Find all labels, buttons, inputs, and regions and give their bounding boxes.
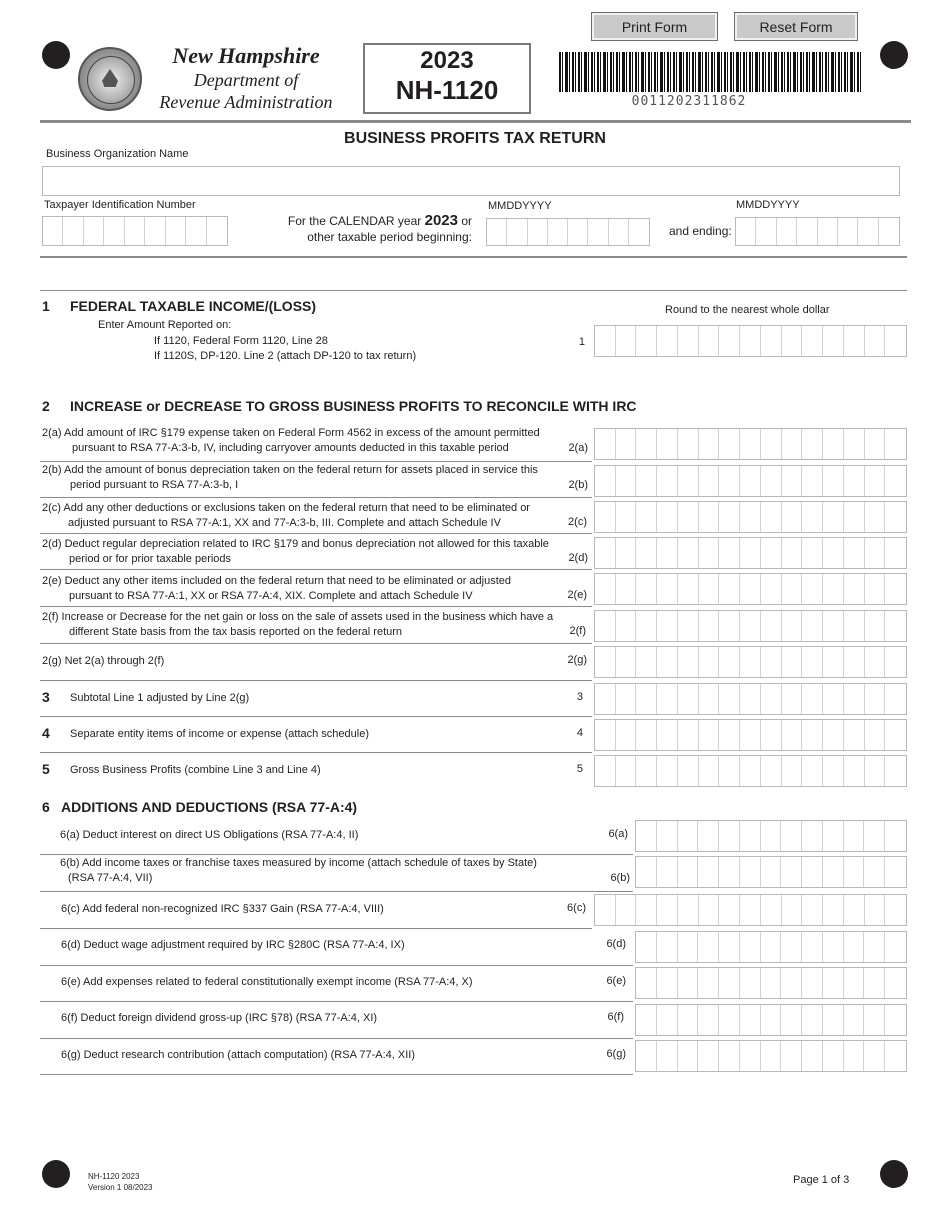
line-2f-amount-input[interactable] — [594, 610, 907, 642]
org-name-line2: Department of — [193, 70, 299, 90]
line-2f-text — [42, 610, 592, 640]
period-begin-input[interactable] — [486, 218, 650, 246]
line-5-amount-input[interactable] — [594, 755, 907, 787]
line-4-amount-input[interactable] — [594, 719, 907, 751]
divider — [40, 752, 592, 753]
registration-mark — [880, 1160, 908, 1188]
line-3-ref: 3 — [576, 691, 583, 703]
line-2b-text-1: 2(b) Add the amount of bonus depreciation taken on the federal return for assets placed in service this — [42, 464, 538, 476]
line-1-ref: 1 — [578, 336, 585, 348]
period-text-a: For the CALENDAR year — [287, 214, 422, 228]
line-5-number: 5 — [42, 761, 50, 777]
date-format-begin: MMDDYYYY — [488, 200, 552, 212]
section-1-number: 1 — [42, 298, 50, 314]
line-6a-amount-input[interactable] — [635, 820, 907, 852]
period-text-b: or — [461, 214, 472, 228]
line-6f-text: 6(f) Deduct foreign dividend gross-up (IRC §78) (RSA 77-A:4, XI) — [61, 1012, 378, 1024]
line-5-ref: 5 — [576, 763, 583, 775]
divider — [40, 928, 592, 929]
divider — [40, 854, 633, 855]
section-2-number: 2 — [42, 398, 50, 414]
line-2b-ref: 2(b) — [568, 479, 588, 491]
line-2b-text-2: period pursuant to RSA 77-A:3-b, I — [70, 479, 239, 491]
line-2c-ref: 2(c) — [568, 516, 587, 528]
line-2c-text-1: 2(c) Add any other deductions or exclusions taken on the federal return that need to be eliminated or — [42, 502, 530, 514]
org-name-label: Business Organization Name — [46, 148, 189, 160]
divider — [40, 891, 633, 892]
section-1-enter: Enter Amount Reported on: — [98, 319, 232, 331]
ending-label: and ending: — [669, 224, 732, 238]
line-6b-text-1: 6(b) Add income taxes or franchise taxes measured by income (attach schedule of taxes by State) — [60, 857, 537, 869]
line-6f-amount-input[interactable] — [635, 1004, 907, 1036]
line-6a-ref: 6(a) — [608, 828, 628, 840]
line-6e-text: 6(e) Add expenses related to federal constitutionally exempt income (RSA 77-A:4, X) — [61, 976, 473, 988]
line-2c-text — [42, 501, 592, 531]
line-6c-ref: 6(c) — [567, 902, 586, 914]
line-4-ref: 4 — [576, 727, 583, 739]
divider — [40, 643, 592, 644]
section-1-title: FEDERAL TAXABLE INCOME/(LOSS) — [70, 298, 317, 314]
header-divider — [40, 120, 911, 123]
divider — [40, 1074, 633, 1075]
line-2d-text-1: 2(d) Deduct regular depreciation related to IRC §179 and bonus depreciation not allowed for this taxable — [42, 538, 549, 550]
line-2b-amount-input[interactable] — [594, 465, 907, 497]
section-2-title: INCREASE or DECREASE TO GROSS BUSINESS PROFITS TO RECONCILE WITH IRC — [70, 398, 637, 414]
line-6e-ref: 6(e) — [606, 975, 626, 987]
line-6c-amount-input[interactable] — [594, 894, 907, 926]
divider — [40, 680, 592, 681]
divider — [40, 965, 633, 966]
barcode-number: 0011202311862 — [631, 94, 747, 109]
line-6b-text-2: (RSA 77-A:4, VII) — [68, 872, 153, 884]
divider — [40, 533, 592, 534]
line-2a-text — [42, 426, 592, 456]
round-note: Round to the nearest whole dollar — [665, 304, 830, 316]
line-6d-ref: 6(d) — [606, 938, 626, 950]
page-number: Page 1 of 3 — [793, 1174, 850, 1186]
period-end-input[interactable] — [735, 217, 900, 246]
line-6g-amount-input[interactable] — [635, 1040, 907, 1072]
divider — [40, 1038, 633, 1039]
section-1-if1120s: If 1120S, DP-120. Line 2 (attach DP-120 to tax return) — [154, 350, 417, 362]
line-5-text: Gross Business Profits (combine Line 3 and Line 4) — [70, 764, 321, 776]
reset-form-button[interactable]: Reset Form — [734, 12, 858, 41]
line-2d-text — [42, 537, 592, 567]
tin-input[interactable] — [42, 216, 228, 246]
line-2e-text-2: pursuant to RSA 77-A:1, XX or RSA 77-A:4, XIX. Complete and attach Schedule IV — [69, 590, 473, 602]
line-1-amount-input[interactable] — [594, 325, 907, 357]
line-2g-amount-input[interactable] — [594, 646, 907, 678]
divider — [40, 461, 592, 462]
divider — [40, 606, 592, 607]
line-2e-text — [42, 574, 592, 604]
line-6d-amount-input[interactable] — [635, 931, 907, 963]
footer-version: Version 1 08/2023 — [88, 1183, 153, 1192]
print-form-button[interactable]: Print Form — [591, 12, 718, 41]
org-name-line3: Revenue Administration — [159, 92, 333, 112]
line-3-number: 3 — [42, 689, 50, 705]
line-6g-text: 6(g) Deduct research contribution (attach computation) (RSA 77-A:4, XII) — [61, 1049, 415, 1061]
page-title: BUSINESS PROFITS TAX RETURN — [344, 130, 606, 147]
form-year: 2023 — [420, 47, 474, 74]
divider — [40, 497, 592, 498]
line-2e-amount-input[interactable] — [594, 573, 907, 605]
line-6e-amount-input[interactable] — [635, 967, 907, 999]
line-6g-ref: 6(g) — [606, 1048, 626, 1060]
line-2c-amount-input[interactable] — [594, 501, 907, 533]
line-2g-text: 2(g) Net 2(a) through 2(f) — [42, 655, 165, 667]
section-6-number: 6 — [42, 799, 50, 815]
form-number: NH-1120 — [395, 75, 499, 105]
line-6f-ref: 6(f) — [607, 1011, 624, 1023]
line-6b-text — [60, 856, 620, 886]
divider — [40, 569, 592, 570]
form-id-box — [363, 43, 531, 114]
line-6b-ref: 6(b) — [610, 872, 630, 884]
line-2d-ref: 2(d) — [568, 552, 588, 564]
line-2a-text-1: 2(a) Add amount of IRC §179 expense taken on Federal Form 4562 in excess of the amount permitted — [42, 427, 540, 439]
line-2a-amount-input[interactable] — [594, 428, 907, 460]
divider — [40, 290, 907, 291]
line-2a-ref: 2(a) — [568, 442, 588, 454]
registration-mark — [42, 41, 70, 69]
section-1-if1120: If 1120, Federal Form 1120, Line 28 — [154, 335, 328, 347]
date-format-end: MMDDYYYY — [736, 199, 800, 211]
state-seal-logo — [78, 47, 142, 111]
registration-mark — [880, 41, 908, 69]
line-6d-text: 6(d) Deduct wage adjustment required by IRC §280C (RSA 77-A:4, IX) — [61, 939, 405, 951]
line-2f-text-1: 2(f) Increase or Decrease for the net gain or loss on the sale of assets used in the business which have a — [42, 611, 554, 623]
line-2b-text — [42, 463, 592, 493]
line-2f-text-2: different State basis from the tax basis reported on the federal return — [69, 626, 403, 638]
divider — [40, 256, 907, 258]
divider — [40, 716, 592, 717]
tin-label: Taxpayer Identification Number — [44, 199, 196, 211]
line-2c-text-2: adjusted pursuant to RSA 77-A:1, XX and 77-A:3-b, III. Complete and attach Schedule IV — [68, 517, 501, 529]
barcode — [559, 52, 861, 92]
line-6c-text: 6(c) Add federal non-recognized IRC §337 Gain (RSA 77-A:4, VIII) — [61, 903, 384, 915]
line-2a-text-2: pursuant to RSA 77-A:3-b, IV, including carryover amounts deducted in this taxable period — [72, 442, 509, 454]
org-name-input[interactable] — [42, 166, 900, 196]
registration-mark — [42, 1160, 70, 1188]
line-2d-text-2: period or for prior taxable periods — [69, 553, 232, 565]
line-2d-amount-input[interactable] — [594, 537, 907, 569]
line-2e-ref: 2(e) — [567, 589, 587, 601]
org-name-line1: New Hampshire — [172, 43, 320, 68]
line-6a-text: 6(a) Deduct interest on direct US Obligations (RSA 77-A:4, II) — [60, 829, 359, 841]
line-6b-amount-input[interactable] — [635, 856, 907, 888]
period-year: 2023 — [424, 212, 458, 229]
period-text-c: other taxable period beginning: — [307, 230, 472, 244]
section-6-title: ADDITIONS AND DEDUCTIONS (RSA 77-A:4) — [61, 799, 358, 815]
line-4-number: 4 — [42, 725, 50, 741]
line-2e-text-1: 2(e) Deduct any other items included on the federal return that need to be eliminated or adjusted — [42, 575, 512, 587]
divider — [40, 1001, 633, 1002]
period-text — [250, 212, 472, 229]
line-4-text: Separate entity items of income or expense (attach schedule) — [70, 728, 369, 740]
line-2f-ref: 2(f) — [569, 625, 586, 637]
line-2g-ref: 2(g) — [567, 654, 587, 666]
footer-form-id: NH-1120 2023 — [88, 1172, 140, 1181]
line-3-amount-input[interactable] — [594, 683, 907, 715]
line-3-text: Subtotal Line 1 adjusted by Line 2(g) — [70, 692, 250, 704]
